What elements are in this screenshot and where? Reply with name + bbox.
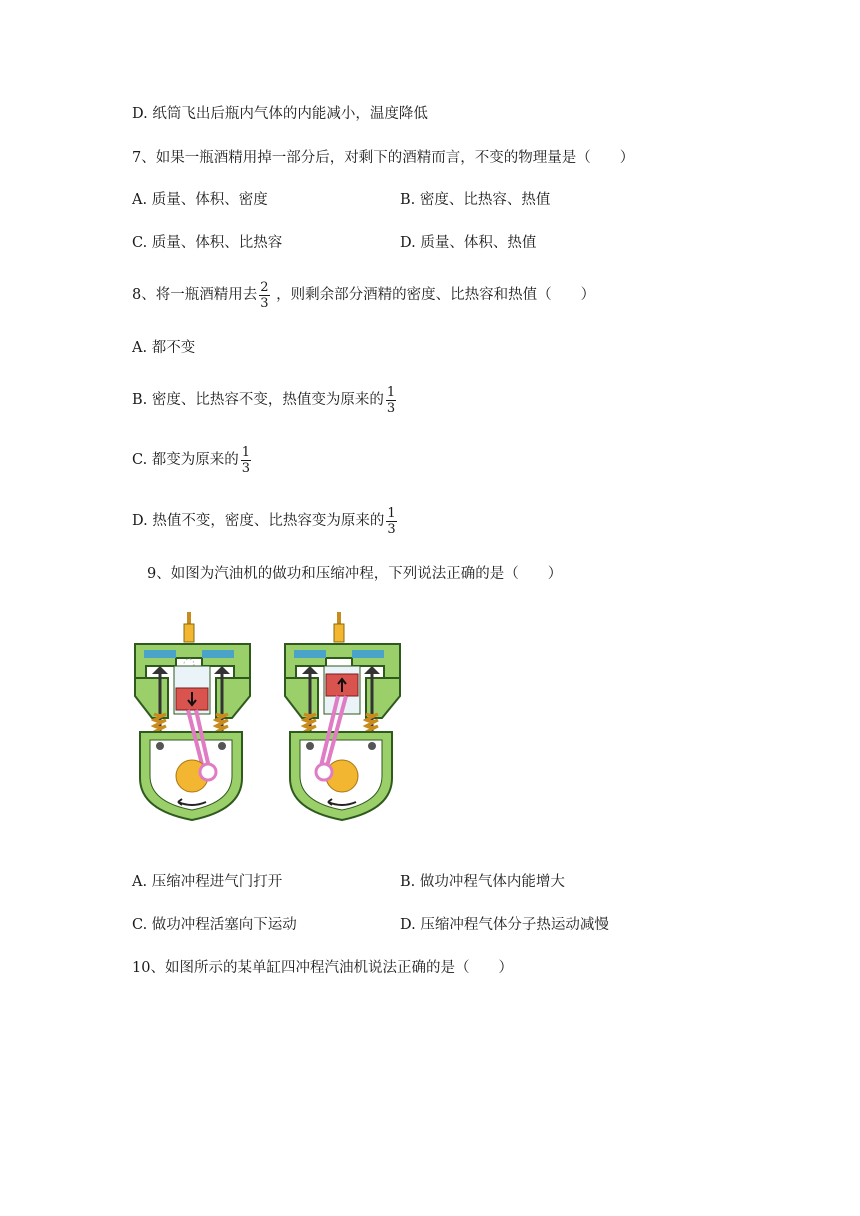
q8-option-c xyxy=(132,442,253,478)
q8-option-c-fraction xyxy=(241,445,251,476)
q9-option-b: B. 做功冲程气体内能增大 xyxy=(400,874,565,890)
q8-stem-fraction xyxy=(259,280,269,311)
q8-stem-post: ，则剩余部分酒精的密度、比热容和热值（ ） xyxy=(276,287,596,303)
q8-option-d-fraction xyxy=(386,506,396,537)
q7-option-b: B. 密度、比热容、热值 xyxy=(400,192,551,208)
fraction-denominator: 3 xyxy=(387,521,396,537)
q8-option-a: A. 都不变 xyxy=(132,340,196,356)
fraction-numerator: 1 xyxy=(386,384,396,400)
q8-stem xyxy=(132,277,595,313)
q7-option-c: C. 质量、体积、比热容 xyxy=(132,235,283,251)
engine-strokes-figure xyxy=(130,606,410,846)
fraction-numerator: 2 xyxy=(260,279,269,295)
q8-option-b xyxy=(132,382,398,418)
fraction-denominator: 3 xyxy=(260,295,269,311)
q7-stem: 7、如果一瓶酒精用掉一部分后，对剩下的酒精而言，不变的物理量是（ ） xyxy=(132,150,635,166)
q8-stem-pre: 8、将一瓶酒精用去 xyxy=(132,287,258,303)
fraction-denominator: 3 xyxy=(241,460,251,476)
q7-option-a: A. 质量、体积、密度 xyxy=(132,192,268,208)
q9-stem: 9、如图为汽油机的做功和压缩冲程，下列说法正确的是（ ） xyxy=(147,566,563,582)
q9-option-c: C. 做功冲程活塞向下运动 xyxy=(132,917,297,933)
q10-stem: 10、如图所示的某单缸四冲程汽油机说法正确的是（ ） xyxy=(132,960,513,976)
q8-option-d-text: D. 热值不变，密度、比热容变为原来的 xyxy=(132,513,385,529)
fraction-denominator: 3 xyxy=(386,400,396,416)
fraction-numerator: 1 xyxy=(387,505,396,521)
q8-option-b-fraction xyxy=(386,385,396,416)
engine-power-stroke-diagram xyxy=(135,612,250,820)
q8-option-c-text: C. 都变为原来的 xyxy=(132,452,239,468)
q8-option-d xyxy=(132,503,399,539)
q7-option-d: D. 质量、体积、热值 xyxy=(400,235,537,251)
q9-option-d: D. 压缩冲程气体分子热运动减慢 xyxy=(400,917,609,933)
q6-option-d: D. 纸筒飞出后瓶内气体的内能减小，温度降低 xyxy=(132,106,428,122)
q8-option-b-text: B. 密度、比热容不变，热值变为原来的 xyxy=(132,392,384,408)
q9-option-a: A. 压缩冲程进气门打开 xyxy=(132,874,283,890)
engine-compression-stroke-diagram xyxy=(285,612,400,820)
fraction-numerator: 1 xyxy=(241,444,251,460)
